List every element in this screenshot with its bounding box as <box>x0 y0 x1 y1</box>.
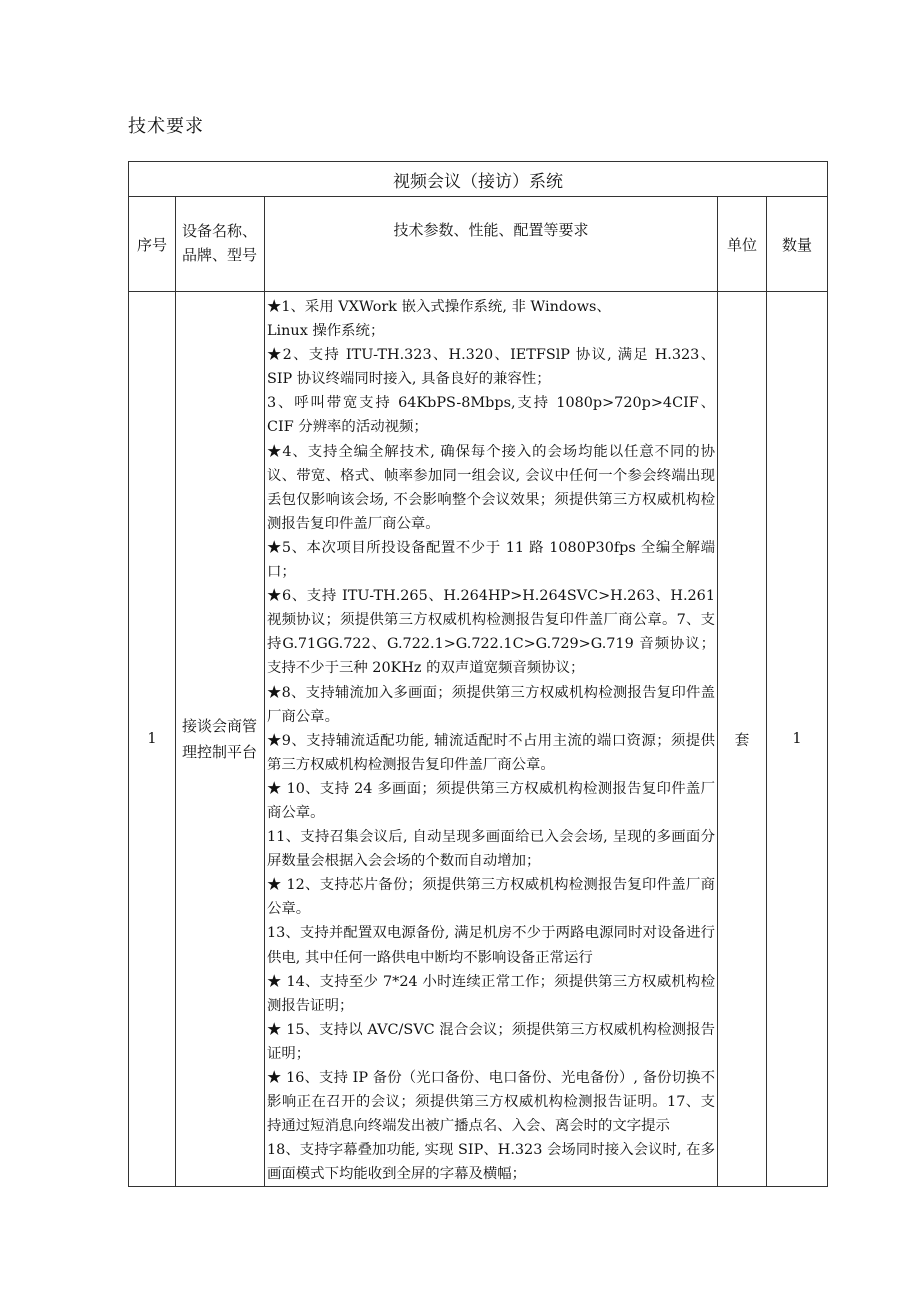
requirement-item: Linux 操作系统； <box>267 323 385 340</box>
requirement-item: ★9、支持辅流适配功能, 辅流适配时不占用主流的端口资源；须提供第三方权威机构检测报告复印件盖厂商公章。 <box>267 732 715 773</box>
requirement-item: ★1、采用 VXWork 嵌入式操作系统, 非 Windows、 <box>267 299 611 315</box>
requirement-item: ★2、支持 ITU-TH.323、H.320、IETFSlP 协议, 满足 H.323、SIP 协议终端同时接入, 具备良好的兼容性； <box>267 347 715 388</box>
requirement-item: ★ 14、支持至少 7*24 小时连续正常工作；须提供第三方权威机构检测报告证明； <box>267 973 715 1014</box>
requirement-item: ★8、支持辅流加入多画面；须提供第三方权威机构检测报告复印件盖厂商公章。 <box>267 684 715 725</box>
row-device-name <box>176 292 265 1187</box>
row-requirements <box>265 292 718 1187</box>
requirement-item: ★6、支持 ITU-TH.265、H.264HP>H.264SVC>H.263、H.261 视频协议；须提供第三方权威机构检测报告复印件盖厂商公章。7、支持G.71GG.722、G.722.1>G.722.1C>G.729>G.719 音频协议；支持不少于三种 20KHz 的双声道宽频音频协议； <box>267 588 715 677</box>
table-title: 视频会议（接访）系统 <box>129 162 828 197</box>
header-qty: 数量 <box>767 197 828 292</box>
table-row <box>129 292 828 1187</box>
requirement-item: 3、呼叫带宽支持 64KbPS-8Mbps,支持 1080p>720p>4CIF、CIF 分辨率的活动视频； <box>267 395 715 436</box>
requirement-item: ★ 16、支持 IP 备份（光口备份、电口备份、光电备份）, 备份切换不影响正在召开的会议；须提供第三方权威机构检测报告证明。17、支持通过短消息向终端发出被广播点名、入会、离会时的文字提示 <box>267 1070 715 1135</box>
requirement-item: 11、支持召集会议后, 自动呈现多画面给已入会会场, 呈现的多画面分屏数量会根据入会会场的个数而自动增加； <box>267 829 715 870</box>
page-heading: 技术要求 <box>128 116 204 137</box>
requirement-item: ★4、支持全编全解技术, 确保每个接入的会场均能以任意不同的协议、带宽、格式、帧率参加同一组会议, 会议中任何一个参会终端出现丢包仅影响该会场, 不会影响整个会议效果；须提供第三方权威机构检测报告复印件盖厂商公章。 <box>267 443 715 532</box>
requirements-table <box>128 161 828 1187</box>
requirement-item: 18、支持字幕叠加功能, 实现 SIP、H.323 会场同时接入会议时, 在多画面模式下均能收到全屏的字幕及横幅； <box>267 1142 715 1183</box>
row-device-name-line2: 理控制平台 <box>182 743 258 762</box>
requirement-item: ★ 10、支持 24 多画面；须提供第三方权威机构检测报告复印件盖厂商公章。 <box>267 780 715 821</box>
requirement-item: 13、支持并配置双电源备份, 满足机房不少于两路电源同时对设备进行供电, 其中任何一路供电中断均不影响设备正常运行 <box>267 925 715 966</box>
requirement-item: ★ 12、支持芯片备份；须提供第三方权威机构检测报告复印件盖厂商公章。 <box>267 877 715 918</box>
header-unit: 单位 <box>718 197 767 292</box>
row-device-name-line1: 接谈会商管 <box>182 717 258 736</box>
header-device-name-line1: 设备名称、 <box>182 222 258 240</box>
header-params: 技术参数、性能、配置等要求 <box>265 197 718 292</box>
row-qty: 1 <box>767 292 828 1187</box>
header-row <box>129 197 828 292</box>
row-index: 1 <box>129 292 176 1187</box>
header-device-name <box>176 197 265 292</box>
header-index: 序号 <box>129 197 176 292</box>
header-device-name-line2: 品牌、型号 <box>182 246 258 264</box>
requirement-item: ★5、本次项目所投设备配置不少于 11 路 1080P30fps 全编全解端口； <box>267 539 715 581</box>
row-unit: 套 <box>718 292 767 1187</box>
requirement-item: ★ 15、支持以 AVC/SVC 混合会议；须提供第三方权威机构检测报告证明； <box>267 1021 715 1062</box>
